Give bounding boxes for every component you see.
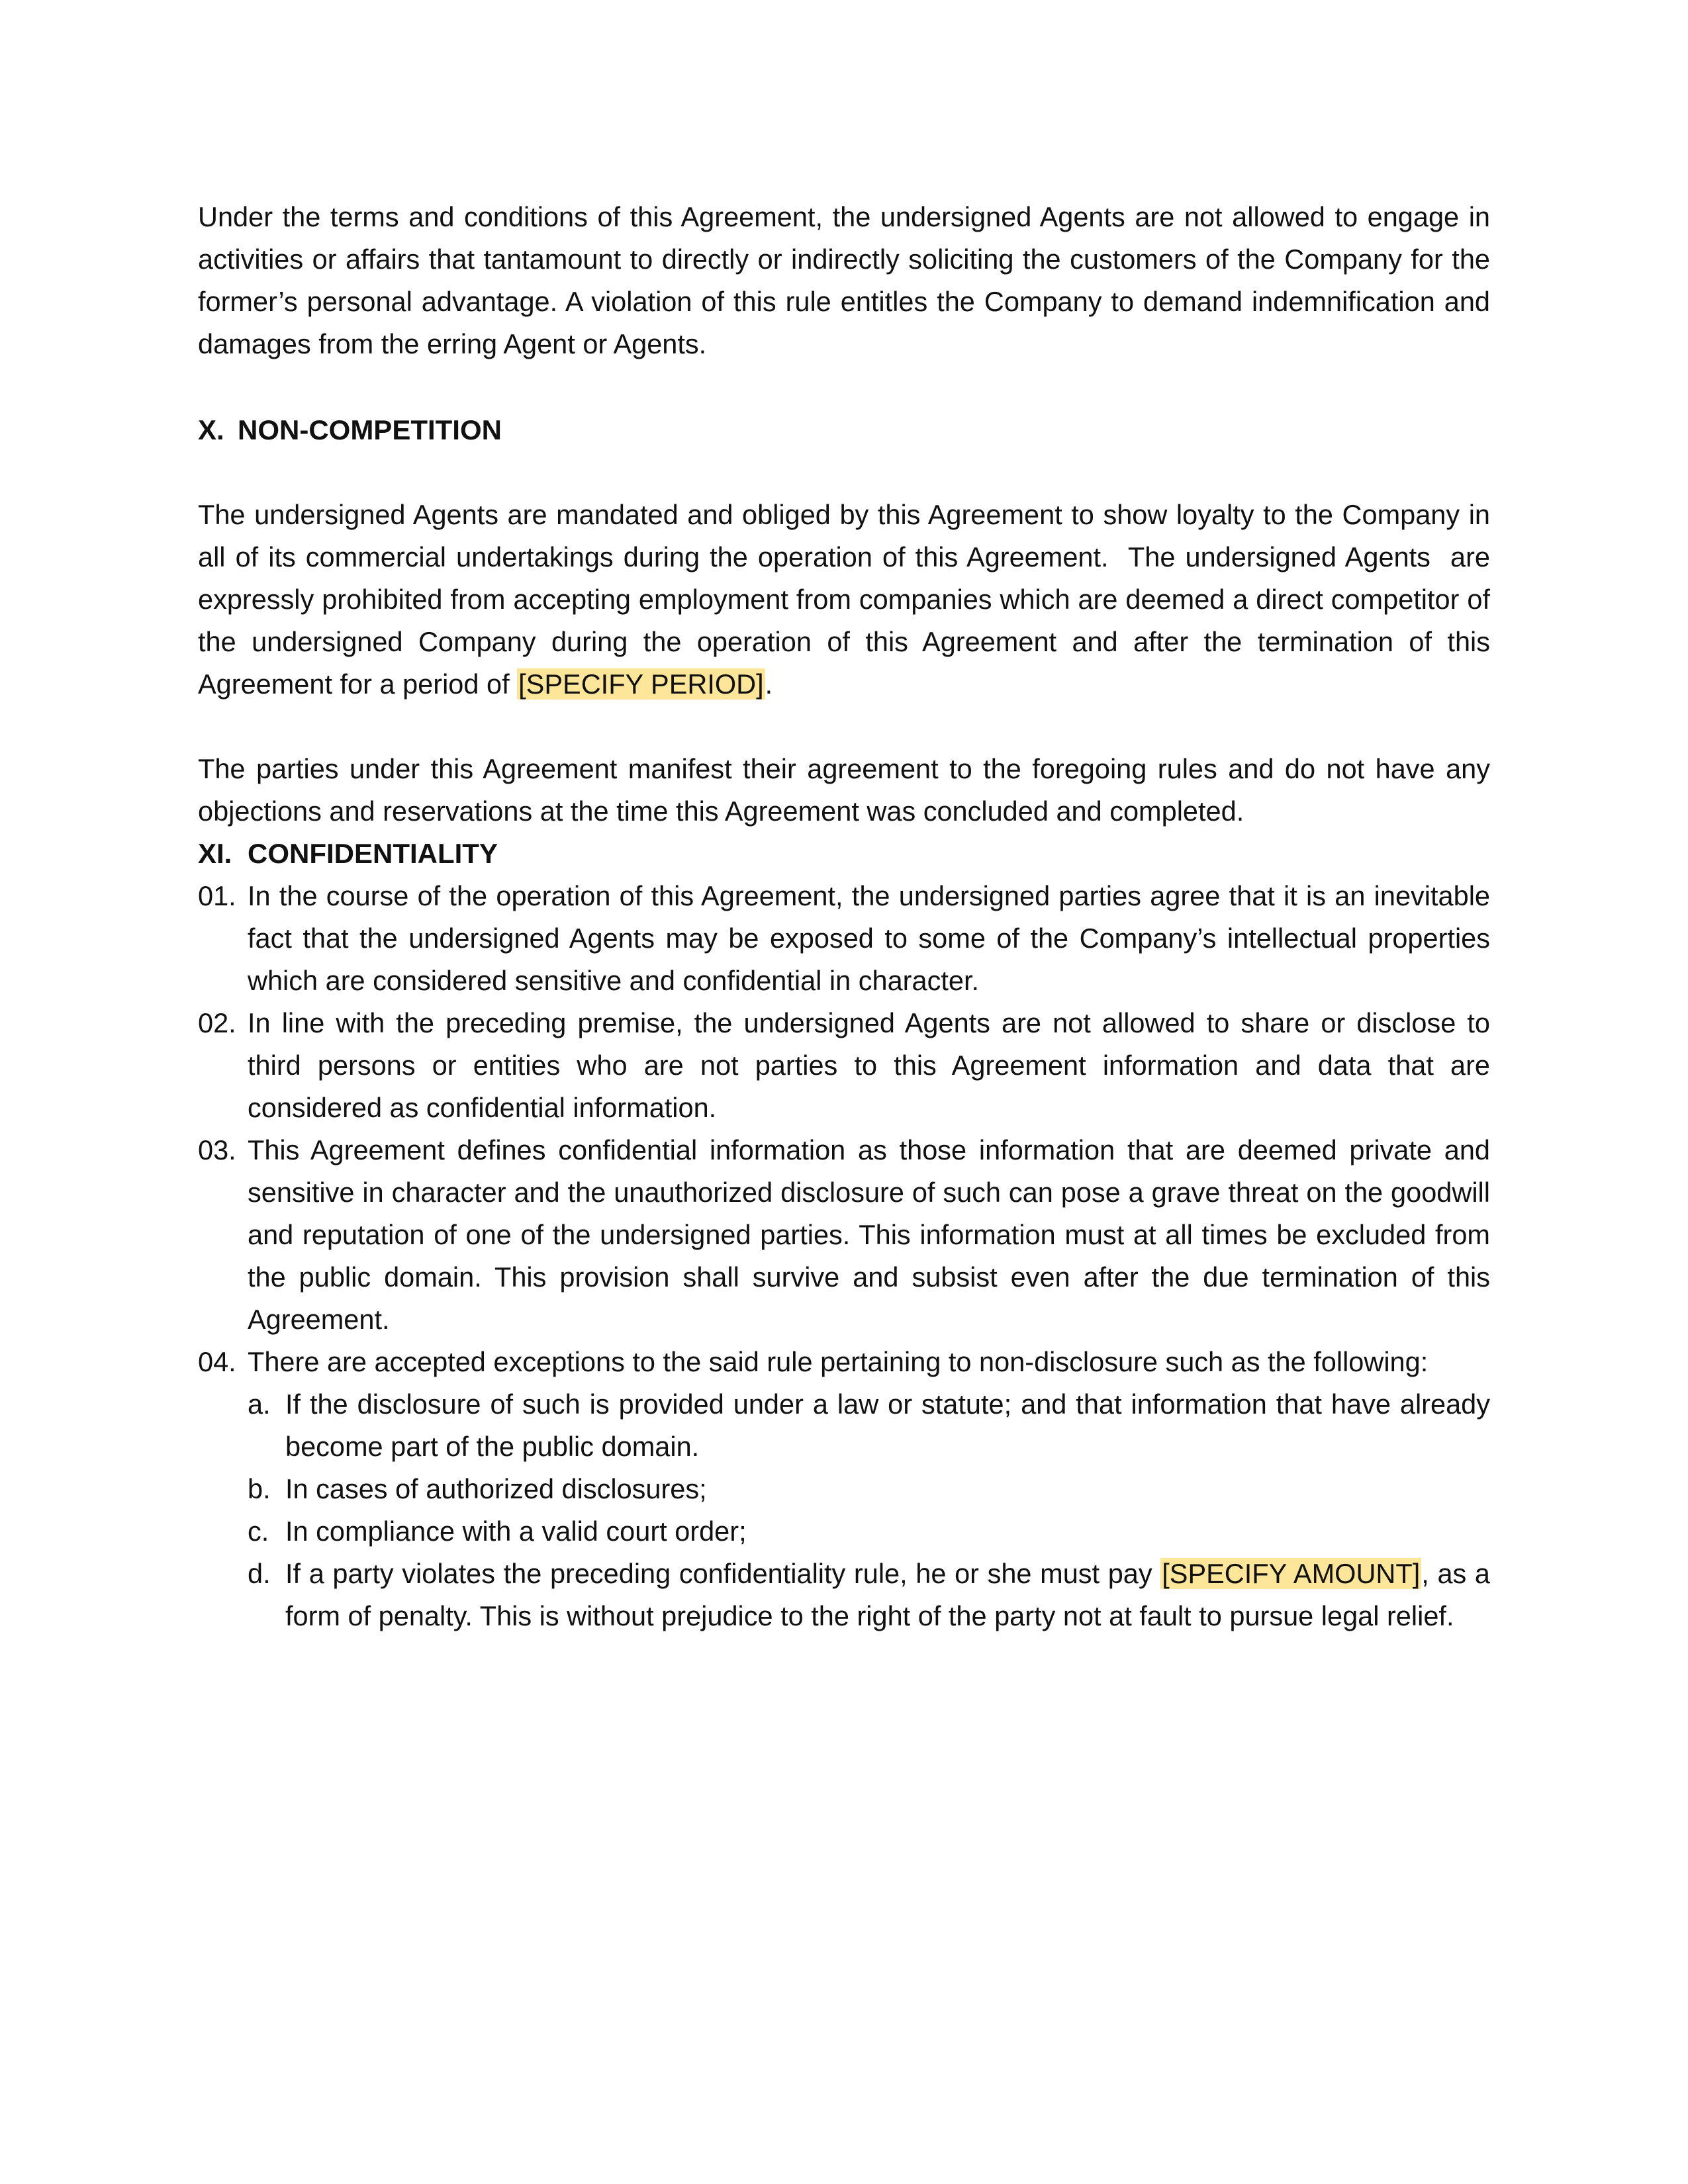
list-item — [198, 875, 1490, 1002]
section-x-paragraph-1-text: The undersigned Agents are mandated and obliged by this Agreement to show loyalty to the Company in all of its commercial undertakings during the operation of this Agreement. The undersigned Agents are expressly prohibited from accepting employment from companies which are deemed a direct competitor of the undersigned Company during the operation of this Agreement and after the termination of this Agreement for a period of — [198, 499, 1490, 700]
sub-list-item — [248, 1510, 1490, 1553]
section-x-paragraph-1 — [198, 494, 1490, 705]
list-item — [198, 1002, 1490, 1129]
section-x-heading — [198, 409, 1490, 451]
sub-list-item-text — [285, 1553, 1490, 1637]
list-item-text: There are accepted exceptions to the said rule pertaining to non-disclosure such as the following: — [248, 1346, 1429, 1377]
sub-list-item-text: In cases of authorized disclosures; — [285, 1473, 707, 1504]
list-item — [198, 1341, 1490, 1383]
section-xi-title: CONFIDENTIALITY — [248, 838, 498, 869]
document-page — [198, 196, 1490, 1637]
section-x-paragraph-1-end: . — [765, 668, 773, 700]
list-item-number: 01. — [198, 880, 236, 911]
sub-list-item-text: In compliance with a valid court order; — [285, 1516, 747, 1547]
sub-list-item-d-text: If a party violates the preceding confidentiality rule, he or she must pay — [285, 1558, 1161, 1589]
sub-list-item — [248, 1468, 1490, 1510]
list-item-number: 02. — [198, 1007, 236, 1038]
list-item-text: In the course of the operation of this Agreement, the undersigned parties agree that it is an inevitable fact that the undersigned Agents may be exposed to some of the Company’s intellectual properties which are considered sensitive and confidential in character. — [248, 880, 1490, 996]
list-item-text: This Agreement defines confidential information as those information that are deemed private and sensitive in character and the unauthorized disclosure of such can pose a grave threat on the goodwill and reputation of one of the undersigned parties. This information must at all times be excluded from the public domain. This provision shall survive and subsist even after the due termination of this Agreement. — [248, 1134, 1490, 1335]
specify-period-placeholder: [SPECIFY PERIOD] — [518, 668, 764, 700]
list-item-number: 04. — [198, 1346, 236, 1377]
section-x-paragraph-2: The parties under this Agreement manifest their agreement to the foregoing rules and do not have any objections and reservations at the time this Agreement was concluded and completed. — [198, 753, 1490, 827]
sub-list-item-text: If the disclosure of such is provided under a law or statute; and that information that have already become part of the public domain. — [285, 1388, 1490, 1462]
sub-list-item-letter: a. — [248, 1388, 271, 1420]
list-item — [198, 1129, 1490, 1341]
sub-list-item-d — [248, 1553, 1490, 1637]
section-xi-number: XI. — [198, 838, 232, 869]
list-item-number: 03. — [198, 1134, 236, 1165]
sub-list-item-letter: d. — [248, 1558, 271, 1589]
sub-list-item-letter: c. — [248, 1516, 269, 1547]
list-item-text: In line with the preceding premise, the undersigned Agents are not allowed to share or disclose to third persons or entities who are not parties to this Agreement information and data that are considered as confidential information. — [248, 1007, 1490, 1123]
section-xi-heading — [198, 833, 1490, 875]
section-x-number: X. — [198, 414, 224, 445]
sub-list-item-d-text-end: , as a form of penalty. This is without prejudice to the right of the party not at fault to pursue legal relief. — [285, 1558, 1490, 1631]
specify-amount-placeholder: [SPECIFY AMOUNT] — [1162, 1558, 1421, 1589]
sub-list-item-letter: b. — [248, 1473, 271, 1504]
section-x-title: NON-COMPETITION — [238, 414, 502, 445]
sub-list-item — [248, 1383, 1490, 1468]
exceptions-list — [198, 1383, 1490, 1637]
intro-paragraph: Under the terms and conditions of this Agreement, the undersigned Agents are not allowed to engage in activities or affairs that tantamount to directly or indirectly soliciting the customers of the Company for the former’s personal advantage. A violation of this rule entitles the Company to demand indemnification and damages from the erring Agent or Agents. — [198, 201, 1490, 359]
